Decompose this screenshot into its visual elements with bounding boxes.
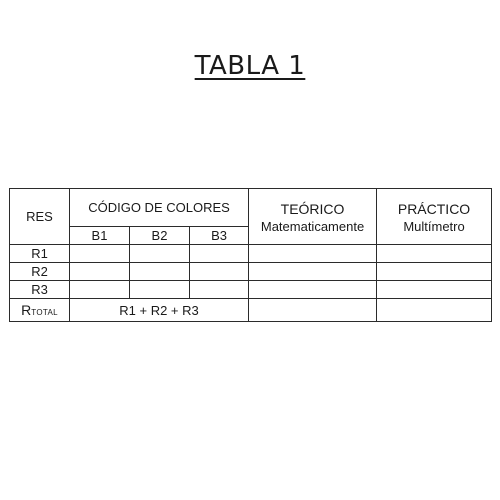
practical-header-cell bbox=[377, 189, 492, 245]
band-b3-header: B3 bbox=[190, 227, 249, 245]
cell-total-theoretical bbox=[249, 299, 377, 322]
theoretical-subheader: Matematicamente bbox=[260, 219, 365, 234]
color-code-header: CÓDIGO DE COLORES bbox=[70, 189, 249, 227]
table-row bbox=[10, 281, 492, 299]
cell-r1-practical bbox=[377, 245, 492, 263]
theoretical-header: TEÓRICO bbox=[280, 201, 345, 217]
cell-r1-theoretical bbox=[249, 245, 377, 263]
cell-r3-b1 bbox=[70, 281, 130, 299]
cell-r2-b1 bbox=[70, 263, 130, 281]
cell-r3-b3 bbox=[190, 281, 249, 299]
row-label-r3: R3 bbox=[10, 281, 70, 299]
row-label-r2: R2 bbox=[10, 263, 70, 281]
cell-r1-b1 bbox=[70, 245, 130, 263]
theoretical-header-cell bbox=[249, 189, 377, 245]
cell-r2-b2 bbox=[130, 263, 190, 281]
band-b1-header: B1 bbox=[70, 227, 130, 245]
total-row bbox=[10, 299, 492, 322]
cell-r3-practical bbox=[377, 281, 492, 299]
cell-r3-theoretical bbox=[249, 281, 377, 299]
cell-r2-b3 bbox=[190, 263, 249, 281]
cell-r2-theoretical bbox=[249, 263, 377, 281]
cell-r3-b2 bbox=[130, 281, 190, 299]
table-row bbox=[10, 245, 492, 263]
total-label-main: R bbox=[21, 302, 32, 318]
cell-r1-b2 bbox=[130, 245, 190, 263]
total-formula: R1 + R2 + R3 bbox=[70, 299, 249, 322]
practical-subheader: Multímetro bbox=[403, 219, 465, 234]
table-title-wrap bbox=[0, 51, 500, 81]
table-title: TABLA 1 bbox=[194, 51, 306, 81]
practical-header: PRÁCTICO bbox=[397, 201, 471, 217]
row-label-r1: R1 bbox=[10, 245, 70, 263]
band-b2-header: B2 bbox=[130, 227, 190, 245]
res-header: RES bbox=[10, 189, 70, 245]
cell-r2-practical bbox=[377, 263, 492, 281]
table-row bbox=[10, 263, 492, 281]
total-label bbox=[10, 299, 70, 322]
total-label-sub: TOTAL bbox=[31, 308, 58, 317]
resistance-table bbox=[9, 188, 492, 322]
cell-total-practical bbox=[377, 299, 492, 322]
cell-r1-b3 bbox=[190, 245, 249, 263]
